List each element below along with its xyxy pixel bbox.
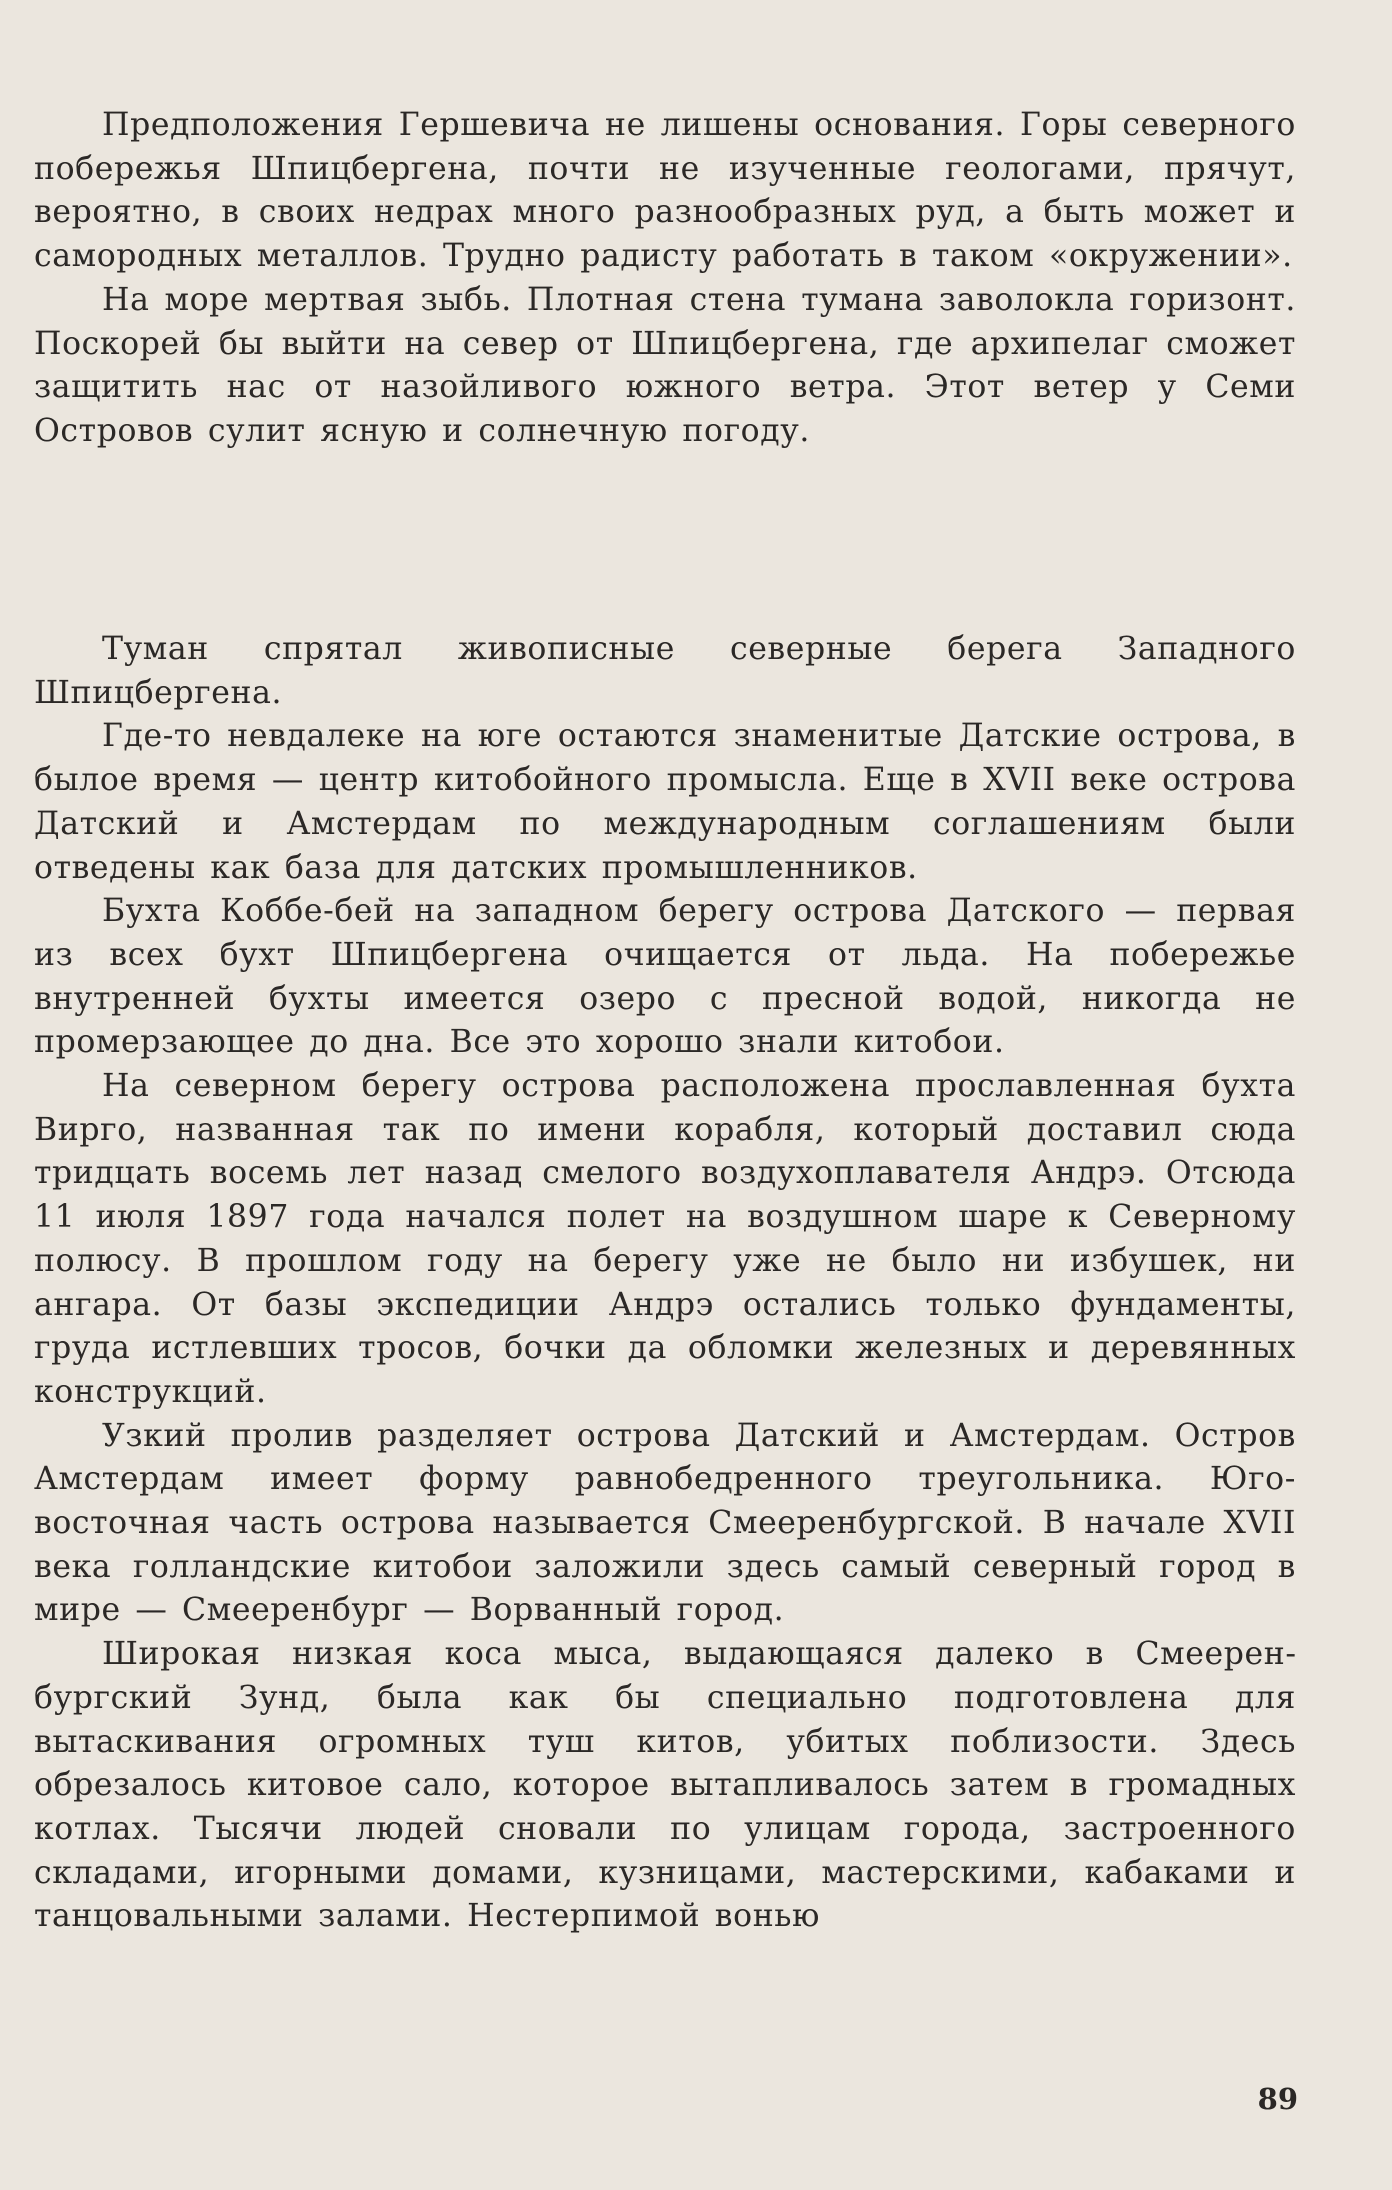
text-section-2 [34,628,1296,1939]
paragraph: Широкая низкая коса мыса, выдающаяся далеко в Смееренбургский Зунд, была как бы специально подготовлена для вытаскивания огромных туш китов, убитых поблизости. Здесь обрезалось китовое сало, которое вытапливалось затем в громадных котлах. Тысячи людей сновали по улицам города, застроенного складами, игорными домами, кузницами, мастерскими, кабаками и танцовальными залами. Нестерпимой вонью [34,1636,1296,1935]
paragraph: На северном берегу острова расположена прославленная бухта Вирго, названная так по имени корабля, который доставил сюда тридцать восемь лет назад смелого воздухоплавателя Андрэ. Отсюда 11 июля 1897 года начался полет на воздушном шаре к Северному полюсу. В прошлом году на берегу уже не было ни избушек, ни ангара. От базы экспедиции Андрэ остались только фундаменты, груда истлевших тросов, бочки да обломки железных и деревянных конструкций. [34,1068,1296,1410]
paragraph: Бухта Коббе-бей на западном берегу острова Датского — первая из всех бухт Шпицбергена очищается от льда. На побережье внутренней бухты имеется озеро с пресной водой, никогда не промерзающее до дна. Все это хорошо знали китобои. [34,893,1296,1061]
paragraph: На море мертвая зыбь. Плотная стена тумана заволокла горизонт. Поскорей бы выйти на север от Шпицбергена, где архипелаг сможет защитить нас от назойливого южного ветра. Этот ветер у Семи Островов сулит ясную и солнечную погоду. [34,281,1296,449]
paragraph: Предположения Гершевича не лишены основания. Горы северного побережья Шпицбергена, почти не изученные геологами, прячут, вероятно, в своих недрах много разнообразных руд, а быть может и самородных металлов. Трудно радисту работать в таком «окружении». [34,107,1296,275]
paragraph: Узкий пролив разделяет острова Датский и Амстердам. Остров Амстердам имеет форму равнобедренного треугольника. Юго-восточная часть острова называется Смееренбургской. В начале XVII века голландские китобои заложили здесь самый северный город в мире — Смееренбург — Ворванный город. [34,1417,1296,1629]
paragraph: Где-то невдалеке на юге остаются знаменитые Датские острова, в былое время — центр китобойного промысла. Еще в XVII веке острова Датский и Амстердам по международным соглашениям были отведены как база для датских промышленников. [34,718,1296,886]
text-section-1 [34,104,1296,454]
paragraph: Туман спрятал живописные северные берега Западного Шпицбергена. [34,631,1296,711]
page-number: 89 [1257,2082,1298,2116]
